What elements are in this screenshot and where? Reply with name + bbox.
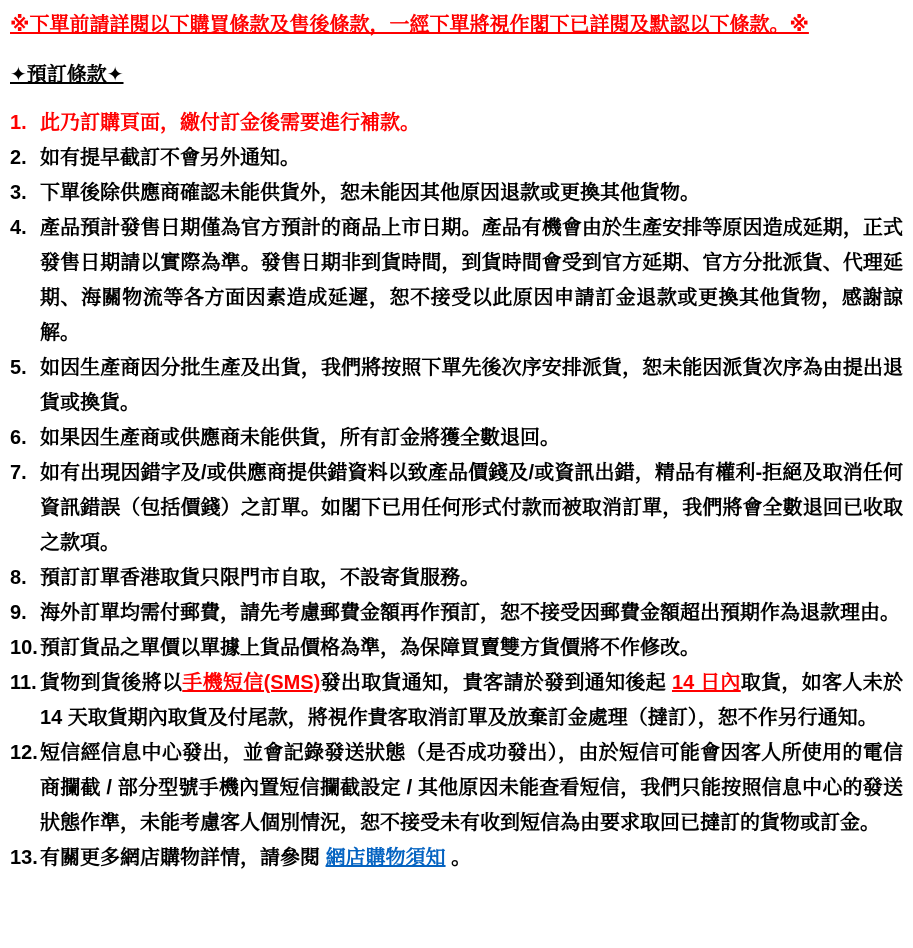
term-text <box>40 351 903 421</box>
term-item <box>10 421 903 456</box>
term-number: 13. <box>10 847 38 869</box>
term-item <box>10 561 903 596</box>
text-segment: 。 <box>445 847 472 869</box>
text-segment: 有關更多網店購物詳情，請參閱 <box>40 847 326 869</box>
term-item <box>10 176 903 211</box>
term-text <box>40 596 903 631</box>
term-text <box>40 106 903 141</box>
text-segment: 如有提早截訂不會另外通知。 <box>40 147 300 169</box>
term-item <box>10 351 903 421</box>
term-number: 5. <box>10 357 27 379</box>
term-text <box>40 141 903 176</box>
term-item <box>10 631 903 666</box>
text-segment: 下單後除供應商確認未能供貨外，恕未能因其他原因退款或更換其他貨物。 <box>40 182 700 204</box>
term-item <box>10 141 903 176</box>
term-number: 12. <box>10 742 38 764</box>
term-item <box>10 736 903 841</box>
text-segment: 短信經信息中心發出，並會記錄發送狀態（是否成功發出），由於短信可能會因客人所使用的電信商攔截 / 部分型號手機內置短信攔截設定 / 其他原因未能查看短信，我們只能按照信息中心的發送狀態作準，未能考慮客人個別情況，恕不接受未有收到短信為由要求取回已撻訂的貨物或訂金。 <box>40 742 903 834</box>
term-number: 2. <box>10 147 27 169</box>
top-notice: ※下單前請詳閱以下購買條款及售後條款，一經下單將視作閣下已詳閱及默認以下條款。※ <box>10 14 809 36</box>
text-segment: 如有出現因錯字及/或供應商提供錯資料以致產品價錢及/或資訊出錯，精品有權利-拒絕及取消任何資訊錯誤（包括價錢）之訂單。如閣下已用任何形式付款而被取消訂單，我們將會全數退回已收取之款項。 <box>40 462 903 554</box>
term-text <box>40 666 903 736</box>
text-segment: 如因生產商因分批生產及出貨，我們將按照下單先後次序安排派貨，恕未能因派貨次序為由提出退貨或換貨。 <box>40 357 903 414</box>
term-number: 6. <box>10 427 27 449</box>
term-text <box>40 631 903 666</box>
term-item <box>10 106 903 141</box>
shop-notice-link[interactable]: 網店購物須知 <box>325 847 446 869</box>
term-item <box>10 841 903 876</box>
term-text <box>40 421 903 456</box>
terms-list <box>10 106 903 876</box>
text-segment: 取貨，如客人未於 14 天取貨期內取貨及付尾款，將視作貴客取消訂單及放棄訂金處理（撻訂），恕不作另行通知。 <box>40 672 904 729</box>
text-segment: 預訂訂單香港取貨只限門市自取，不設寄貨服務。 <box>40 567 480 589</box>
term-number: 10. <box>10 637 38 659</box>
term-number: 11. <box>10 672 37 694</box>
text-segment: 海外訂單均需付郵費，請先考慮郵費金額再作預訂，恕不接受因郵費金額超出預期作為退款理由。 <box>40 602 900 624</box>
pickup-deadline-text: 14 日內 <box>671 672 741 694</box>
term-number: 9. <box>10 602 27 624</box>
term-number: 8. <box>10 567 27 589</box>
text-segment: 產品預計發售日期僅為官方預計的商品上市日期。產品有機會由於生產安排等原因造成延期，正式發售日期請以實際為準。發售日期非到貨時間，到貨時間會受到官方延期、官方分批派貨、代理延期、海關物流等各方面因素造成延遲，恕不接受以此原因申請訂金退款或更換其他貨物，感謝諒解。 <box>40 217 903 344</box>
term-text <box>40 456 903 561</box>
text-segment: 預訂貨品之單價以單據上貨品價格為準，為保障買賣雙方貨價將不作修改。 <box>40 637 700 659</box>
term-item <box>10 211 903 351</box>
sms-notice-text: 手機短信(SMS) <box>182 672 321 694</box>
term-number: 7. <box>10 462 27 484</box>
text-segment: 如果因生產商或供應商未能供貨，所有訂金將獲全數退回。 <box>40 427 560 449</box>
term-text <box>40 211 903 351</box>
term-item <box>10 456 903 561</box>
term-number: 1. <box>10 112 27 134</box>
term-number: 3. <box>10 182 27 204</box>
term-item <box>10 596 903 631</box>
term-text <box>40 176 903 211</box>
term-item <box>10 666 903 736</box>
text-segment: 發出取貨通知，貴客請於發到通知後起 <box>320 672 672 694</box>
section-title: ✦預訂條款✦ <box>10 64 124 86</box>
term-number: 4. <box>10 217 27 239</box>
term-text <box>40 561 903 596</box>
term-text <box>40 736 903 841</box>
term-text <box>40 841 903 876</box>
text-segment: 貨物到貨後將以 <box>40 672 183 694</box>
text-segment: 此乃訂購頁面，繳付訂金後需要進行補款。 <box>40 112 420 134</box>
